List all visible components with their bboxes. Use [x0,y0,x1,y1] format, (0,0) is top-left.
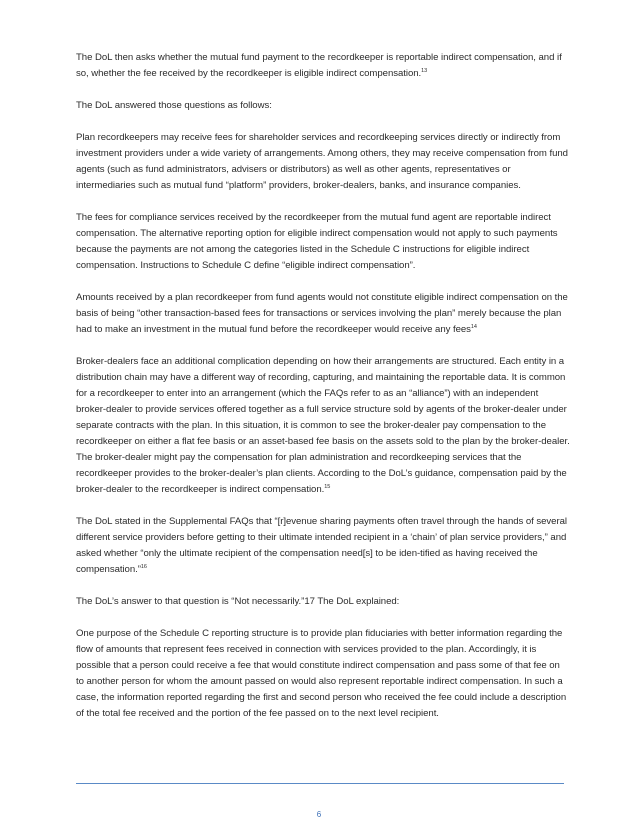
paragraph: Amounts received by a plan recordkeeper from fund agents would not constitute eligible indirect compensation on the basis of being “other transaction-based fees for transactions or services involving the plan” merely because the plan had to make an investment in the mutual fund before the recordkeeper would receive any fees$^{14}$ [76,292,568,335]
paragraph: One purpose of the Schedule C reporting structure is to provide plan fiduciaries with better information regarding the flow of amounts that represent fees received in connection with services provided to the plan. Accordingly, it is possible that a person could receive a fee that would constitute indirect compensation and pass some of that fee on to another person for whom the amount passed on would also represent reportable indirect compensation. In such a case, the information reported regarding the first and second person who received the fee could include a description of the total fee received and the portion of the fee passed on to the next level recipient. [76,628,567,719]
paragraph: Plan recordkeepers may receive fees for shareholder services and recordkeeping services directly or indirectly from investment providers under a wide variety of arrangements. Among others, they may receive compensation from fund agents (such as fund administrators, advisers or distributors) as well as other agents, representatives or intermediaries such as mutual fund “platform” providers, broker-dealers, banks, and insurance companies. [76,132,568,191]
paragraph: The DoL’s answer to that question is “Not necessarily.”17 The DoL explained: [76,596,400,607]
paragraph: The DoL then asks whether the mutual fund payment to the recordkeeper is reportable indirect compensation, and if so, whether the fee received by the recordkeeper is eligible indirect compensation.$^{13}$ [76,52,562,79]
paragraph: The DoL answered those questions as follows: [76,100,272,111]
paragraph: Broker-dealers face an additional complication depending on how their arrangements are structured. Each entity in a distribution chain may have a different way of recording, capturing, and maintaining the reportable data. It is common for a recordkeeper to enter into an arrangement (which the FAQs refer to as an “alliance”) with an independent broker-dealer to provide services offered together as a full service structure sold by agents of the broker-dealer under separate contracts with the plan. In this situation, it is common to see the broker-dealer pay compensation to the recordkeeper on either a flat fee basis or an asset-based fee basis on the assets sold to the plan by the broker-dealer. The broker-dealer might pay the compensation for plan administration and recordkeeping services that the recordkeeper provides to the broker-dealer’s plan clients. According to the DoL’s guidance, compensation paid by the broker-dealer to the recordkeeper is indirect compensation.$^{15}$ [76,356,570,495]
paragraph: The DoL stated in the Supplemental FAQs that “[r]evenue sharing payments often travel through the hands of several different service providers before getting to their ultimate intended recipient in a ‘chain’ of plan service providers,” and asked whether “only the ultimate recipient of the compensation need[s] to be iden-tified as having received the compensation.”$^{16}$ [76,516,567,575]
footnote-ref: 16 [140,563,147,570]
page-number: 6 [316,810,322,819]
body-text [76,50,570,738]
paragraph: The fees for compliance services received by the recordkeeper from the mutual fund agent are reportable indirect compensation. The alternative reporting option for eligible indirect compensation would not apply to such payments because the payments are not among the categories listed in the Schedule C instructions for eligible indirect compensation. Instructions to Schedule C define “eligible indirect compensation”. [76,212,558,271]
footer-divider [76,783,564,784]
footnote-ref: 15 [324,483,331,490]
footnote-ref: 13 [421,67,428,74]
footnote-ref: 14 [470,323,477,330]
